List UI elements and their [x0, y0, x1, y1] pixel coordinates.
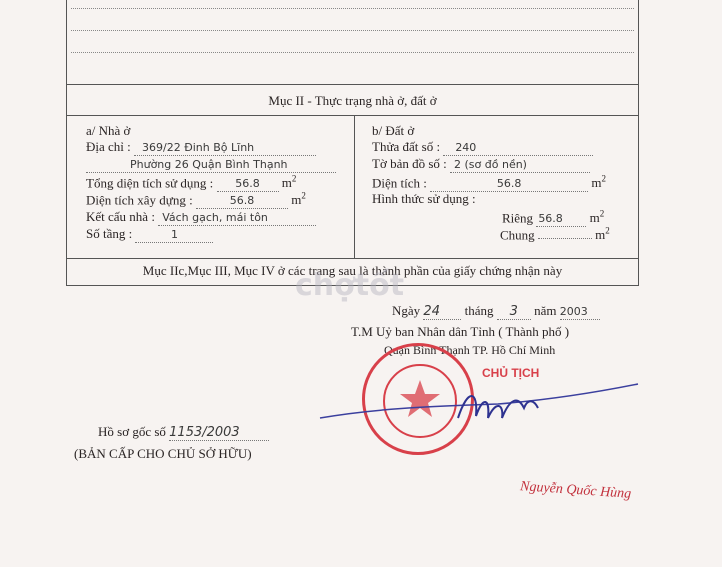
house-heading: a/ Nhà ở [86, 123, 131, 138]
authority-line1: T.M Uỷ ban Nhân dân Tỉnh ( Thành phố ) [351, 324, 570, 339]
year-label: năm [534, 303, 557, 318]
floors-label: Số tầng : [86, 226, 133, 241]
private-unit: $m^2$ [589, 209, 605, 226]
total-area-unit: $m^2$ [281, 174, 297, 191]
land-heading: b/ Đất ở [372, 123, 415, 138]
parcel-label: Thửa đất số : [372, 139, 441, 154]
signer-name: Nguyễn Quốc Hùng [519, 479, 632, 502]
chairman-signature-icon [318, 378, 648, 438]
map-row [372, 156, 590, 173]
private-label: Riêng [502, 210, 534, 226]
total-area-row [86, 174, 296, 192]
total-area-value: 56.8 [235, 177, 260, 191]
build-area-label: Diện tích xây dựng : [86, 192, 193, 208]
usage-label: Hình thức sử dụng : [372, 191, 476, 206]
address-line1: 369/22 Đinh Bộ Lĩnh [142, 141, 255, 154]
record-row [98, 424, 269, 441]
address-line2: Phường 26 Quận Bình Thạnh [130, 158, 288, 171]
total-area-label: Tổng diện tích sử dụng : [86, 175, 214, 191]
land-area-label: Diện tích : [372, 175, 427, 191]
floors-value: 1 [170, 228, 178, 241]
month-value: 3 [509, 304, 518, 319]
address-row-2 [86, 156, 336, 173]
private-row [502, 209, 604, 227]
build-area-value: 56.8 [229, 194, 255, 208]
structure-value: Vách gạch, mái tôn [162, 211, 268, 224]
record-label: Hồ sơ gốc số [98, 424, 166, 439]
structure-row [86, 209, 316, 226]
section-title: Mục II - Thực trạng nhà ở, đất ở [268, 93, 437, 108]
authority-line2: Quận Bình Thạnh TP. Hồ Chí Minh [384, 343, 556, 357]
address-label: Địa chỉ : [86, 139, 131, 154]
watermark: chợtốt [295, 268, 405, 303]
map-value: 2 (sơ đồ nền) [454, 158, 527, 171]
build-area-row [86, 191, 306, 209]
land-area-value: 56.8 [496, 177, 522, 191]
private-value: 56.8 [538, 212, 563, 226]
year-value: 2003 [559, 305, 588, 318]
copy-note: (BẢN CẤP CHO CHỦ SỞ HỮU) [74, 446, 252, 461]
shared-unit: $m^2$ [595, 226, 610, 243]
record-value: 1153/2003 [169, 425, 240, 440]
structure-label: Kết cấu nhà : [86, 209, 155, 224]
day-value: 24 [423, 304, 440, 319]
parcel-value: 240 [455, 141, 477, 154]
shared-label: Chung [500, 227, 535, 243]
build-area-unit: $m^2$ [291, 191, 306, 208]
previous-section-frame [66, 0, 639, 85]
date-row [392, 303, 600, 320]
chairman-title: CHỦ TỊCH [482, 366, 540, 380]
month-label: tháng [464, 303, 494, 318]
land-area-unit: $m^2$ [591, 174, 607, 191]
day-label: Ngày [392, 303, 421, 318]
map-label: Tờ bản đồ số : [372, 156, 447, 171]
shared-row [500, 226, 610, 243]
address-row [86, 139, 316, 156]
parcel-row [372, 139, 593, 156]
footer-note: Mục IIc,Mục III, Mục IV ở các trang sau là thành phần của giấy chứng nhận này [142, 263, 563, 278]
land-area-row [372, 174, 606, 192]
floors-row [86, 226, 213, 243]
